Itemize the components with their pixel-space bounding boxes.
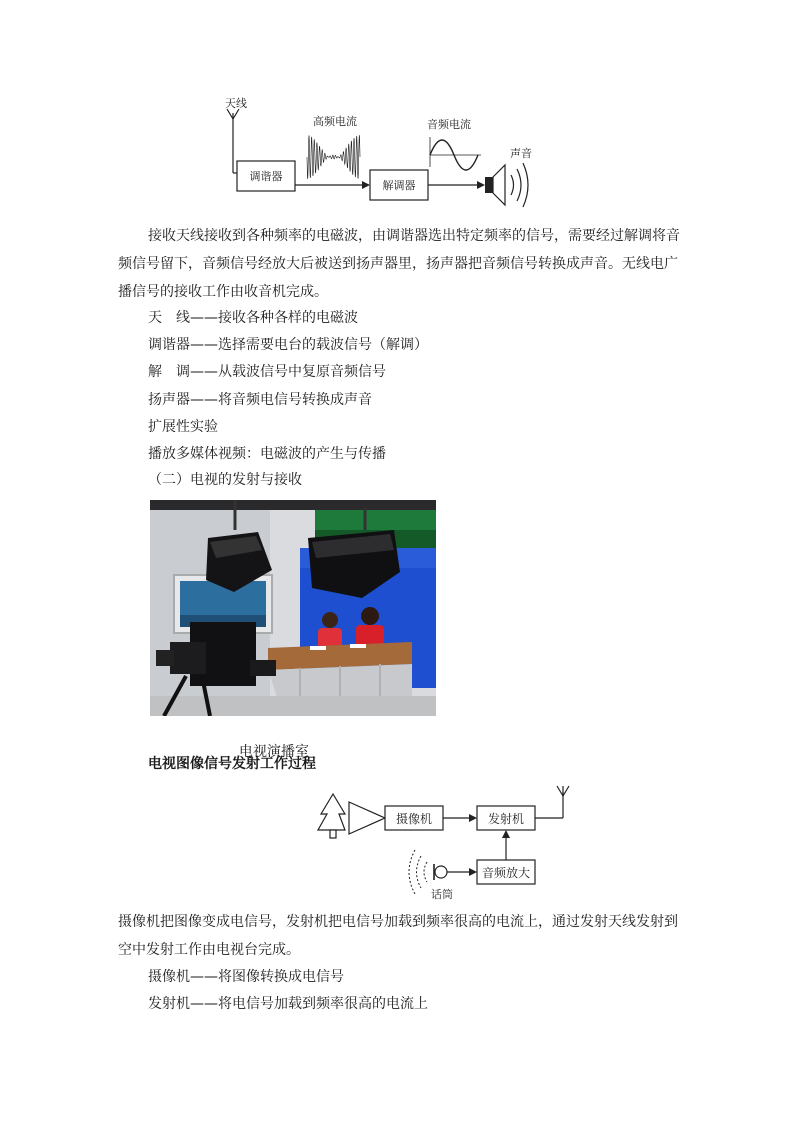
- para1-line3: 播信号的接收工作由收音机完成。: [118, 284, 328, 300]
- camera-box-label: 摄像机: [395, 812, 433, 826]
- demodulator-label: 解调器: [382, 179, 416, 192]
- section-heading-tv: （二）电视的发射与接收: [148, 472, 302, 488]
- tv-studio-photo: [150, 500, 436, 716]
- transmitter-box-label: 发射机: [487, 812, 525, 826]
- antenna-icon: [557, 786, 569, 796]
- definition-speaker: 扬声器——将音频电信号转换成声音: [148, 392, 372, 408]
- microphone-label: 话筒: [431, 888, 453, 901]
- para1-line2: 频信号留下，音频信号经放大后被送到扬声器里，扬声器把音频信号转换成声音。无线电广: [118, 256, 678, 272]
- para1-line1: 接收天线接收到各种频率的电磁波，由调谐器选出特定频率的信号，需要经过解调将音: [148, 228, 680, 244]
- hf-current-label: 高频电流: [313, 115, 357, 128]
- para2-line2: 空中发射工作由电视台完成。: [118, 942, 300, 958]
- sound-label: 声音: [510, 147, 532, 160]
- tv-transmit-heading: 电视图像信号发射工作过程: [148, 756, 316, 772]
- radio-reception-diagram: [215, 95, 545, 210]
- definition-antenna: 天 线——接收各种各样的电磁波: [148, 310, 358, 326]
- af-current-label: 音频电流: [427, 118, 471, 131]
- definition-tuner: 调谐器——选择需要电台的载波信号（解调）: [148, 337, 428, 353]
- tv-transmission-diagram: [315, 784, 585, 904]
- definition-transmitter: 发射机——将电信号加载到频率很高的电流上: [148, 996, 428, 1012]
- definition-camera: 摄像机——将图像转换成电信号: [148, 969, 344, 985]
- speaker-icon: [485, 163, 528, 207]
- antenna-label: 天线: [225, 97, 247, 110]
- photo-caption: 电视演播室: [239, 744, 309, 760]
- para2-line1: 摄像机把图像变成电信号，发射机把电信号加载到频率很高的电流上，通过发射天线发射到: [118, 914, 678, 930]
- tree-icon: [318, 794, 345, 838]
- tuner-label: 调谐器: [249, 170, 283, 183]
- extension-experiment: 扩展性实验: [148, 419, 218, 435]
- audio-amp-label: 音频放大: [481, 866, 531, 880]
- definition-demodulation: 解 调——从载波信号中复原音频信号: [148, 364, 386, 380]
- video-note: 播放多媒体视频：电磁波的产生与传播: [148, 446, 386, 462]
- hf-wave: [307, 135, 360, 179]
